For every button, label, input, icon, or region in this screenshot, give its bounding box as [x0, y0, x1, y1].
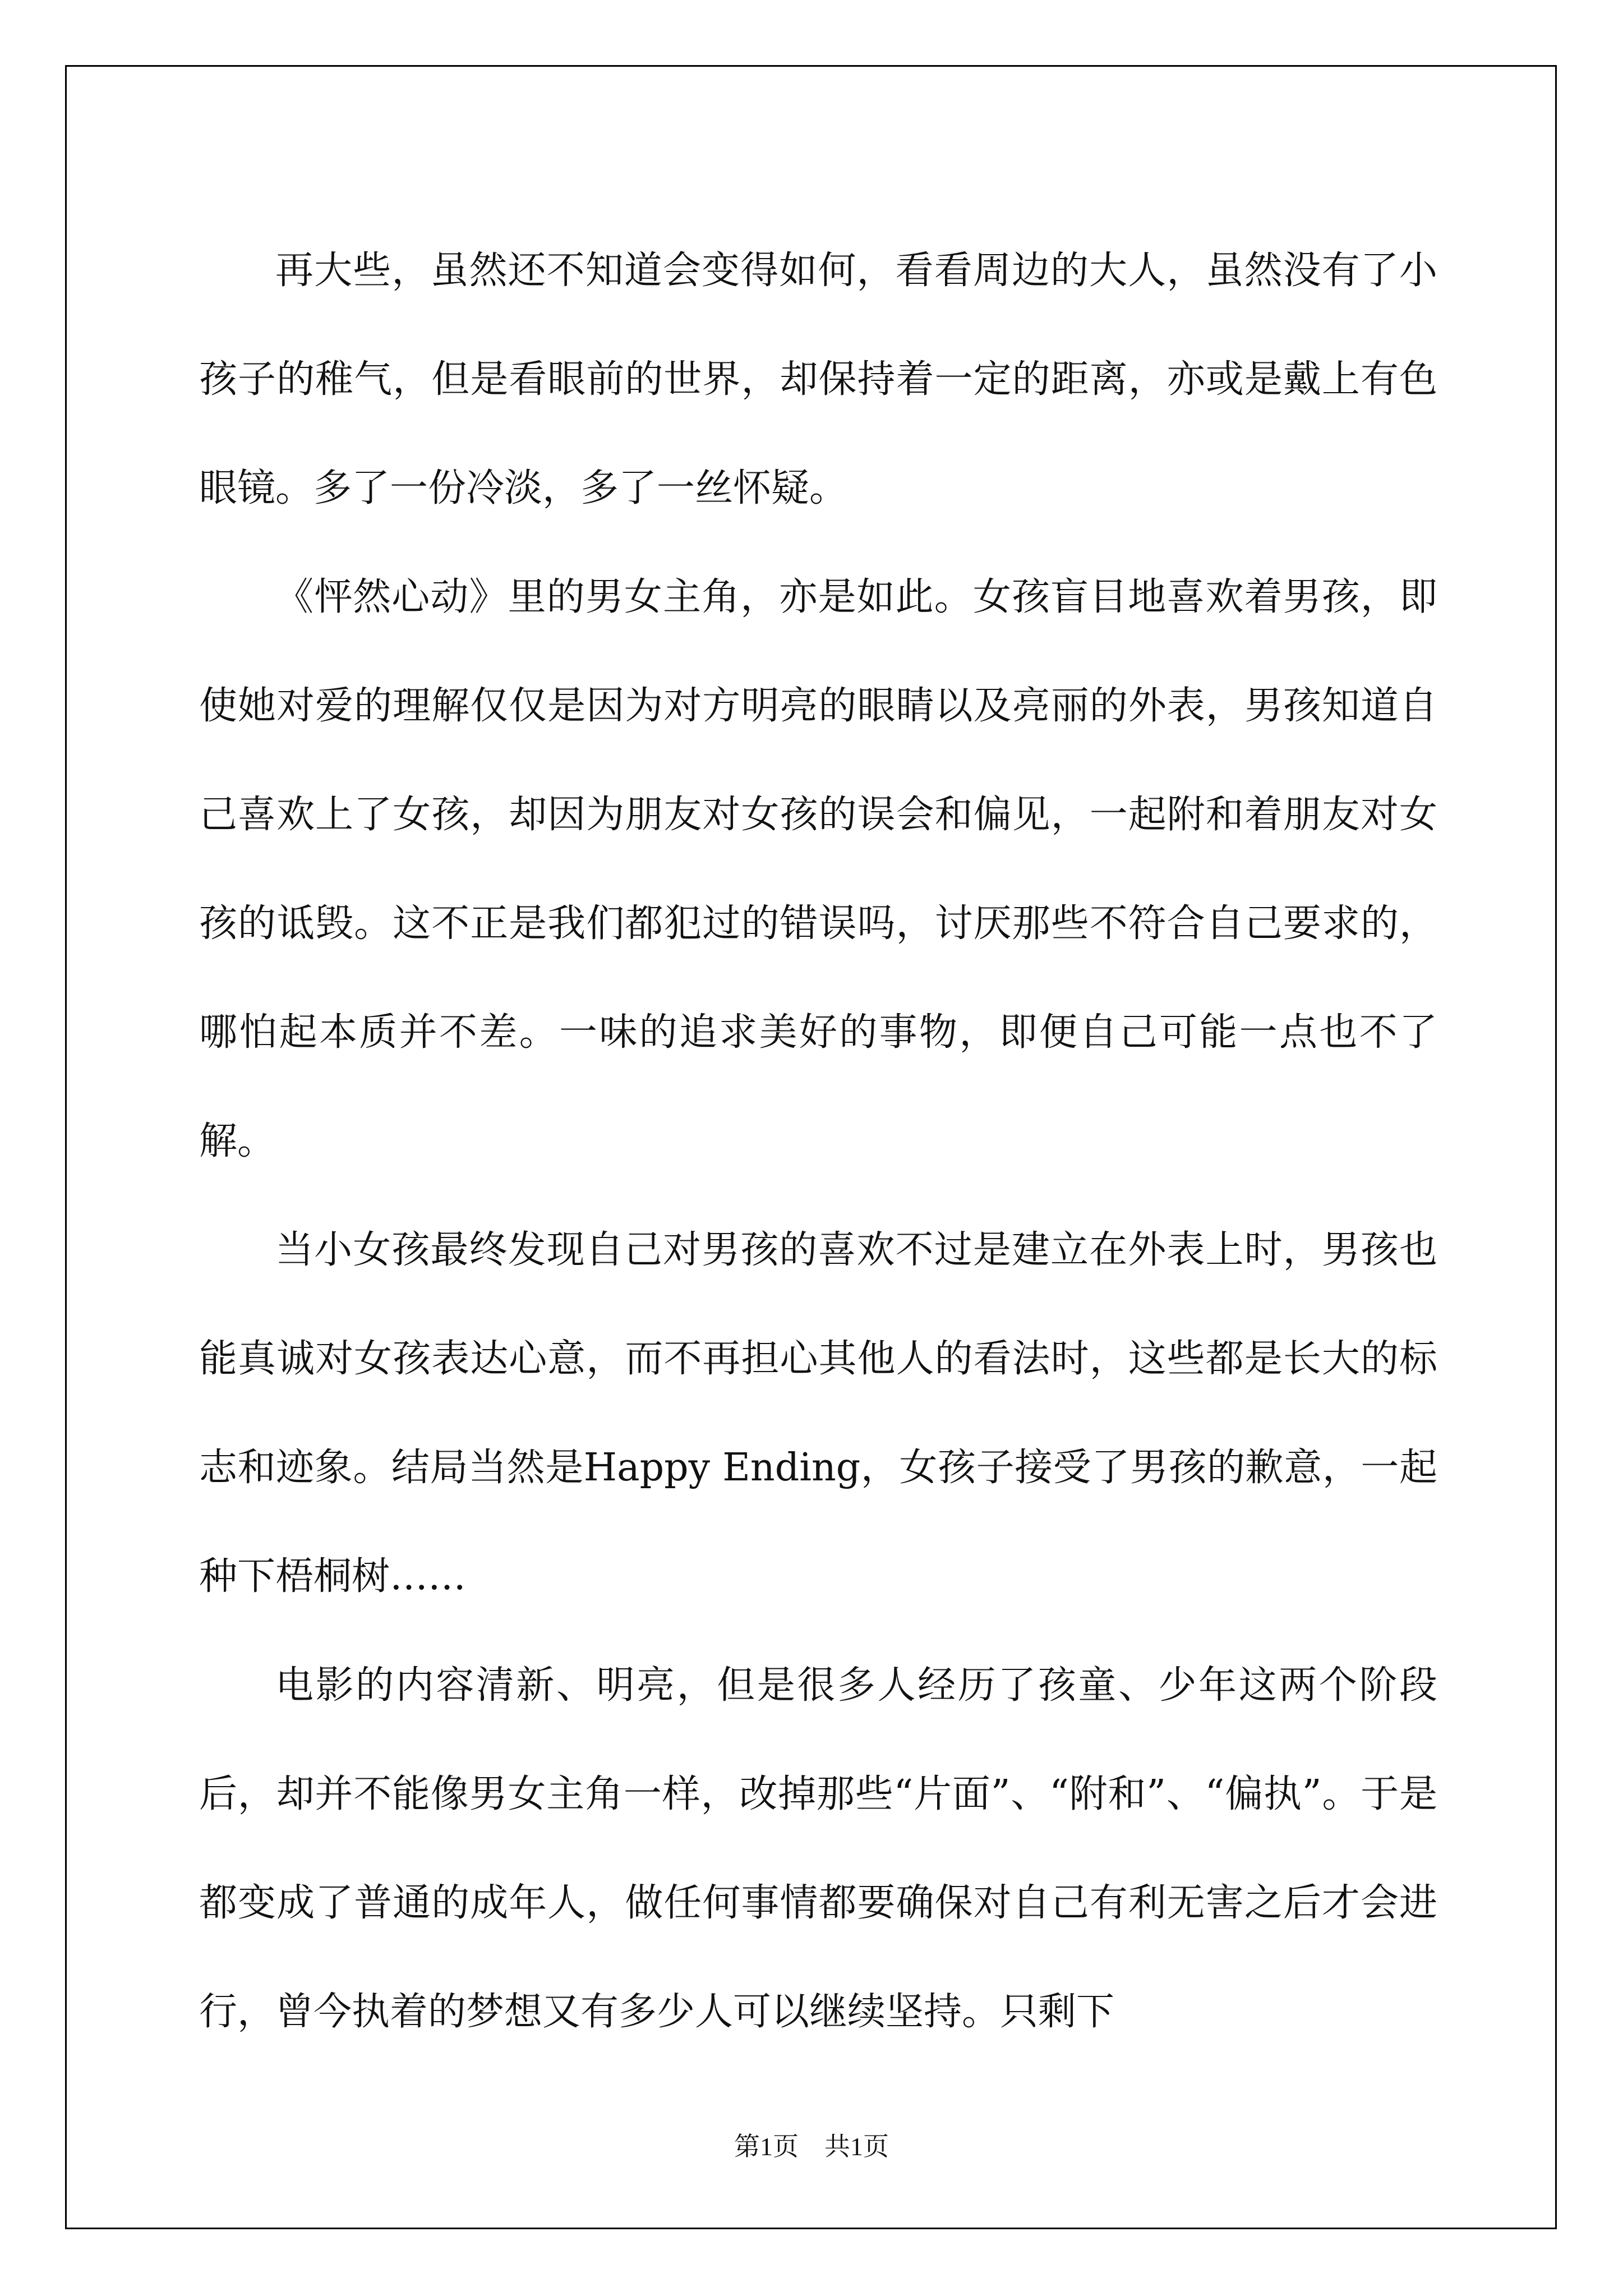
paragraph-4: 电影的内容清新、明亮，但是很多人经历了孩童、少年这两个阶段后，却并不能像男女主角一样，改掉那些“片面”、“附和”、“偏执”。于是都变成了普通的成年人，做任何事情都要确保对自己有利无害之后才会进行，曾今执着的梦想又有多少人可以继续坚持。只剩下: [199, 1663, 1437, 2034]
paragraph-3: 当小女孩最终发现自己对男孩的喜欢不过是建立在外表上时，男孩也能真诚对女孩表达心意，而不再担心其他人的看法时，这些都是长大的标志和迹象。结局当然是Happy Ending，女孩子接受了男孩的歉意，一起种下梧桐树……: [199, 1228, 1437, 1599]
document-body: [199, 217, 1437, 2067]
paragraph-2: 《怦然心动》里的男女主角，亦是如此。女孩盲目地喜欢着男孩，即使她对爱的理解仅仅是因为对方明亮的眼睛以及亮丽的外表，男孩知道自己喜欢上了女孩，却因为朋友对女孩的误会和偏见，一起附和着朋友对女孩的诋毁。这不正是我们都犯过的错误吗，讨厌那些不符合自己要求的，哪怕起本质并不差。一味的追求美好的事物，即便自己可能一点也不了解。: [199, 575, 1437, 1163]
paragraph-1: 再大些，虽然还不知道会变得如何，看看周边的大人，虽然没有了小孩子的稚气，但是看眼前的世界，却保持着一定的距离，亦或是戴上有色眼镜。多了一份冷淡，多了一丝怀疑。: [199, 249, 1437, 510]
page-footer: 第1页 共1页: [734, 2132, 889, 2161]
